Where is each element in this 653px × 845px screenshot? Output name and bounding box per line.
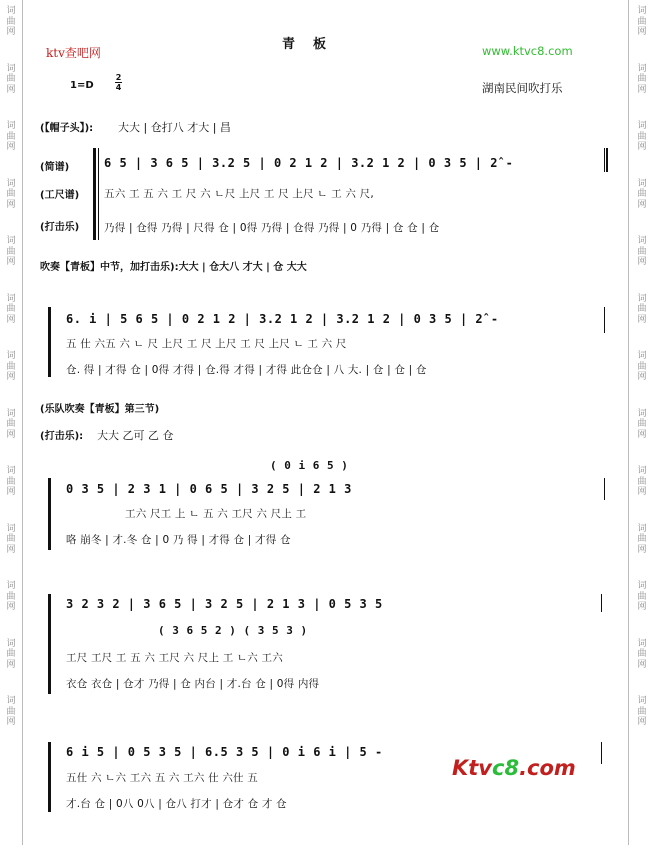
system5-percussion: 才.台 仓 | 0八 0八 | 仓八 打才 | 仓才 仓 才 仓 <box>66 798 287 810</box>
left-watermark: 词曲网 词曲网 词曲网 词曲网 词曲网 词曲网 词曲网 词曲网 词曲网 词曲网 词曲网 词曲网 词曲网 <box>4 0 18 728</box>
time-signature <box>115 73 122 92</box>
left-watermark-text: 词曲网 <box>6 6 16 37</box>
site-right-watermark: www.ktvc8.com <box>482 44 573 58</box>
system4-gongche: 工尺 工尺 工 五 六 工尺 六 尺上 工 ㄴ六 工六 <box>66 652 283 664</box>
system3-percussion: 咯 崩冬 | 才.冬 仓 | 0 乃 得 | 才得 仓 | 才得 仓 <box>66 534 291 546</box>
time-sig-bottom: 4 <box>115 83 122 92</box>
intro-text: 大大 | 仓打八 才大 | 昌 <box>118 121 231 134</box>
system5-gongche: 五仕 六 ㄴ六 工六 五 六 工六 仕 六仕 五 <box>66 772 258 784</box>
system3-upper: ( 0 i 6 5 ) <box>270 459 349 472</box>
site-logo <box>452 756 576 780</box>
left-border-line <box>22 0 23 845</box>
right-watermark-text: 词曲网 <box>637 6 647 37</box>
system1-jianpu: 6 5 | 3 6 5 | 3.2 5 | 0 2 1 2 | 3.2 1 2 | 0 3 5 | 2̂ - <box>104 156 514 170</box>
system1-percussion: 乃得 | 仓得 乃得 | 尺得 仓 | 0得 乃得 | 仓得 乃得 | 0 乃得 | 仓 仓 | 仓 <box>104 222 440 234</box>
label-percussion: (打击乐) <box>40 222 80 233</box>
section2-label: 吹奏【青板】中节，加打击乐):大大 | 仓大八 才大 | 仓 大大 <box>40 262 307 273</box>
page-title: 青板 <box>282 37 345 52</box>
system4-jianpu: 3 2 3 2 | 3 6 5 | 3 2 5 | 2 1 3 | 0 5 3 5 <box>66 597 383 611</box>
section3-perc-label: (打击乐): <box>40 431 84 442</box>
system4-bracket <box>48 594 51 694</box>
site-left-watermark: ktv查吧网 <box>46 46 101 60</box>
system5-jianpu: 6 i 5 | 0 5 3 5 | 6.5 3 5 | 0 i 6 i | 5 - <box>66 745 383 759</box>
system1-bracket <box>93 148 96 240</box>
system2-bracket <box>48 307 51 377</box>
section3-perc-text: 大大 乙可 乙 仓 <box>97 429 174 442</box>
system2-percussion: 仓. 得 | 才得 仓 | 0得 才得 | 仓.得 才得 | 才得 此仓仓 | 八 大. | 仓 | 仓 | 仓 <box>66 364 427 376</box>
system3-bracket <box>48 478 51 550</box>
logo-part-3: .com <box>519 756 576 780</box>
section3-heading: (乐队吹奏【青板】第三节) <box>40 404 160 415</box>
system5-bracket <box>48 742 51 812</box>
intro-label: (【帽子头】): <box>40 123 94 134</box>
system3-jianpu: 0 3 5 | 2 3 1 | 0 6 5 | 3 2 5 | 2 1 3 <box>66 482 352 496</box>
system1-gongche: 五六 工 五 六 工 尺 六 ㄴ尺 上尺 工 尺 上尺 ㄴ 工 六 尺, <box>104 188 374 200</box>
system4-percussion: 衣仓 衣仓 | 仓才 乃得 | 仓 内台 | 才.台 仓 | 0得 内得 <box>66 678 320 690</box>
system2-gongche: 五 仕 六五 六 ㄴ 尺 上尺 工 尺 上尺 工 尺 上尺 ㄴ 工 六 尺 <box>66 338 347 350</box>
system2-jianpu: 6. i | 5 6 5 | 0 2 1 2 | 3.2 1 2 | 3.2 1 2 | 0 3 5 | 2̂ - <box>66 312 499 326</box>
label-gongche: (工尺谱) <box>40 190 80 201</box>
logo-part-2: c8 <box>492 756 520 780</box>
system4-lower: ( 3 6 5 2 ) ( 3 5 3 ) <box>158 624 308 637</box>
right-border-line <box>628 0 629 845</box>
key-signature: 1=D <box>70 80 94 91</box>
right-watermark: 词曲网 词曲网 词曲网 词曲网 词曲网 词曲网 词曲网 词曲网 词曲网 词曲网 词曲网 词曲网 词曲网 <box>635 0 649 728</box>
source-label: 湖南民间吹打乐 <box>482 81 563 95</box>
system3-gongche: 工六 尺工 上 ㄴ 五 六 工尺 六 尺上 工 <box>125 508 307 520</box>
label-jianpu: (简谱) <box>40 162 70 173</box>
logo-part-1: Ktv <box>452 756 493 780</box>
time-sig-top: 2 <box>115 73 122 82</box>
